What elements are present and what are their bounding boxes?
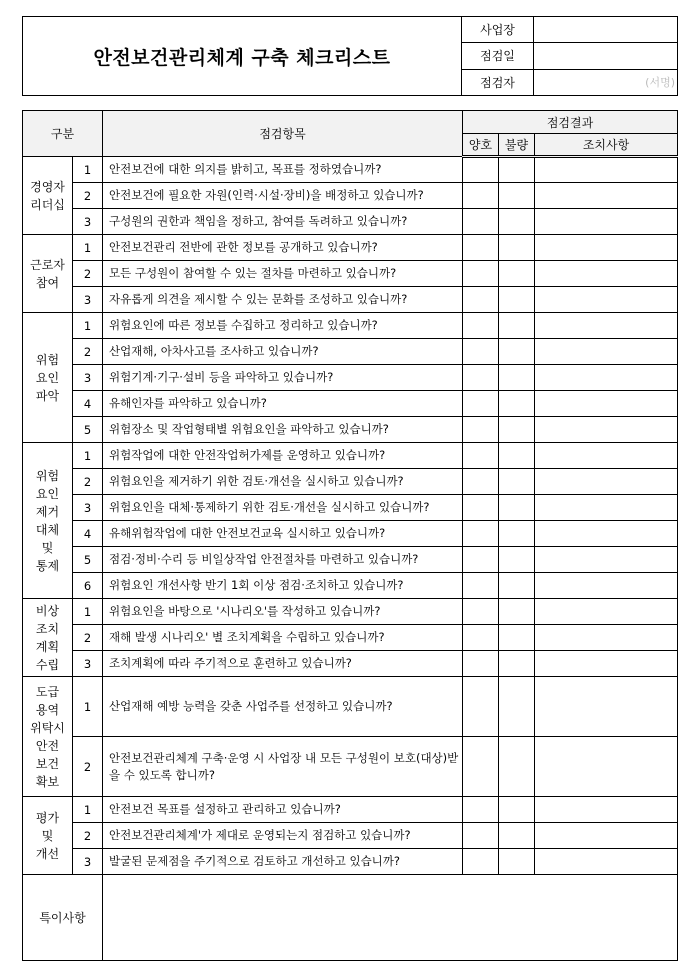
table-row [23,677,678,737]
result-good-cell[interactable] [463,737,499,797]
action-cell[interactable] [535,625,678,651]
action-cell[interactable] [535,677,678,737]
result-good-cell[interactable] [463,849,499,875]
item-number: 2 [73,183,103,209]
result-good-cell[interactable] [463,339,499,365]
table-row [23,495,678,521]
table-row [23,625,678,651]
item-number: 3 [73,495,103,521]
checklist-header [22,16,678,96]
check-item: 안전보건관리체계'가 제대로 운영되는지 점검하고 있습니까? [103,823,463,849]
result-good-cell[interactable] [463,261,499,287]
checklist-body [23,157,678,961]
check-item: 산업재해 예방 능력을 갖춘 사업주를 선정하고 있습니까? [103,677,463,737]
table-row [23,157,678,183]
result-good-cell[interactable] [463,651,499,677]
col-good-header: 양호 [463,134,499,157]
result-good-cell[interactable] [463,495,499,521]
category-label: 위험 요인 제거 대체 및 통제 [23,443,73,599]
action-cell[interactable] [535,417,678,443]
check-item: 위험요인을 바탕으로 '시나리오'를 작성하고 있습니까? [103,599,463,625]
item-number: 1 [73,599,103,625]
col-bad-header: 불량 [499,134,535,157]
table-row [23,651,678,677]
item-number: 2 [73,261,103,287]
item-number: 3 [73,287,103,313]
category-label: 도급 용역 위탁시 안전 보건 확보 [23,677,73,797]
action-cell[interactable] [535,599,678,625]
document-title: 안전보건관리체계 구축 체크리스트 [23,17,462,95]
result-good-cell[interactable] [463,443,499,469]
notes-label: 특이사항 [23,875,103,961]
table-row [23,737,678,797]
item-number: 2 [73,469,103,495]
table-row [23,443,678,469]
item-number: 5 [73,547,103,573]
result-bad-cell[interactable] [499,677,535,737]
result-bad-cell[interactable] [499,157,535,183]
check-item: 점검·정비·수리 등 비일상작업 안전절차를 마련하고 있습니까? [103,547,463,573]
item-number: 2 [73,625,103,651]
notes-field[interactable] [103,875,678,961]
checklist-table [22,110,678,961]
result-good-cell[interactable] [463,797,499,823]
inspector-row [462,70,677,95]
result-bad-cell[interactable] [499,235,535,261]
result-bad-cell[interactable] [499,209,535,235]
action-cell[interactable] [535,651,678,677]
item-number: 1 [73,235,103,261]
action-cell[interactable] [535,287,678,313]
table-row [23,547,678,573]
item-number: 3 [73,651,103,677]
check-item: 위험요인을 대체·통제하기 위한 검토·개선을 실시하고 있습니까? [103,495,463,521]
check-item: 산업재해, 아차사고를 조사하고 있습니까? [103,339,463,365]
check-item: 유해인자를 파악하고 있습니까? [103,391,463,417]
table-row [23,235,678,261]
action-cell[interactable] [535,521,678,547]
notes-row [23,875,678,961]
result-bad-cell[interactable] [499,573,535,599]
result-bad-cell[interactable] [499,313,535,339]
action-cell[interactable] [535,547,678,573]
item-number: 1 [73,677,103,737]
category-label: 비상 조치 계획 수립 [23,599,73,677]
result-good-cell[interactable] [463,209,499,235]
category-label: 평가 및 개선 [23,797,73,875]
result-good-cell[interactable] [463,365,499,391]
table-row [23,183,678,209]
result-good-cell[interactable] [463,183,499,209]
result-bad-cell[interactable] [499,287,535,313]
result-bad-cell[interactable] [499,797,535,823]
result-bad-cell[interactable] [499,417,535,443]
result-bad-cell[interactable] [499,391,535,417]
check-item: 위험기계·기구·설비 등을 파악하고 있습니까? [103,365,463,391]
action-cell[interactable] [535,443,678,469]
item-number: 3 [73,365,103,391]
result-good-cell[interactable] [463,313,499,339]
inspection-date-label: 점검일 [462,43,534,68]
workplace-label: 사업장 [462,17,534,42]
result-bad-cell[interactable] [499,443,535,469]
result-bad-cell[interactable] [499,521,535,547]
action-cell[interactable] [535,797,678,823]
check-item: 위험요인을 제거하기 위한 검토·개선을 실시하고 있습니까? [103,469,463,495]
table-row [23,391,678,417]
result-good-cell[interactable] [463,391,499,417]
inspection-date-row [462,43,677,69]
item-number: 2 [73,737,103,797]
item-number: 1 [73,797,103,823]
action-cell[interactable] [535,365,678,391]
table-row [23,287,678,313]
action-cell[interactable] [535,157,678,183]
result-good-cell[interactable] [463,823,499,849]
check-item: 모든 구성원이 참여할 수 있는 절차를 마련하고 있습니까? [103,261,463,287]
result-bad-cell[interactable] [499,651,535,677]
action-cell[interactable] [535,261,678,287]
table-row [23,365,678,391]
inspection-date-field[interactable] [534,43,677,68]
check-item: 안전보건 목표를 설정하고 관리하고 있습니까? [103,797,463,823]
table-row [23,261,678,287]
table-row [23,313,678,339]
result-bad-cell[interactable] [499,469,535,495]
check-item: 자유롭게 의견을 제시할 수 있는 문화를 조성하고 있습니까? [103,287,463,313]
result-good-cell[interactable] [463,573,499,599]
check-item: 위험요인 개선사항 반기 1회 이상 점검·조치하고 있습니까? [103,573,463,599]
action-cell[interactable] [535,573,678,599]
item-number: 5 [73,417,103,443]
category-label: 경영자 리더십 [23,157,73,235]
item-number: 4 [73,391,103,417]
result-good-cell[interactable] [463,157,499,183]
result-good-cell[interactable] [463,547,499,573]
result-bad-cell[interactable] [499,183,535,209]
workplace-row [462,17,677,43]
inspector-label: 점검자 [462,70,534,95]
action-cell[interactable] [535,339,678,365]
check-item: 안전보건에 필요한 자원(인력·시설·장비)을 배정하고 있습니까? [103,183,463,209]
item-number: 2 [73,339,103,365]
result-bad-cell[interactable] [499,599,535,625]
action-cell[interactable] [535,849,678,875]
action-cell[interactable] [535,823,678,849]
result-bad-cell[interactable] [499,495,535,521]
result-bad-cell[interactable] [499,737,535,797]
table-row [23,823,678,849]
table-row [23,849,678,875]
result-good-cell[interactable] [463,417,499,443]
workplace-field[interactable] [534,17,677,42]
action-cell[interactable] [535,183,678,209]
item-number: 2 [73,823,103,849]
action-cell[interactable] [535,313,678,339]
category-label: 근로자 참여 [23,235,73,313]
table-row [23,469,678,495]
result-good-cell[interactable] [463,625,499,651]
action-cell[interactable] [535,737,678,797]
table-row [23,521,678,547]
table-row [23,417,678,443]
header-meta [462,17,677,95]
action-cell[interactable] [535,209,678,235]
action-cell[interactable] [535,469,678,495]
check-item: 안전보건관리체계 구축·운영 시 사업장 내 모든 구성원이 보호(대상)받을 수 있도록 합니까? [103,737,463,797]
check-item: 안전보건관리 전반에 관한 정보를 공개하고 있습니까? [103,235,463,261]
result-bad-cell[interactable] [499,365,535,391]
check-item: 위험요인에 따른 정보를 수집하고 정리하고 있습니까? [103,313,463,339]
col-category-header: 구분 [23,111,103,157]
check-item: 위험장소 및 작업형태별 위험요인을 파악하고 있습니까? [103,417,463,443]
inspector-signature-field[interactable]: (서명) [645,76,675,90]
item-number: 3 [73,849,103,875]
check-item: 안전보건에 대한 의지를 밝히고, 목표를 정하였습니까? [103,157,463,183]
action-cell[interactable] [535,495,678,521]
check-item: 재해 발생 시나리오' 별 조치계획을 수립하고 있습니까? [103,625,463,651]
table-row [23,599,678,625]
result-bad-cell[interactable] [499,339,535,365]
item-number: 6 [73,573,103,599]
check-item: 위험작업에 대한 안전작업허가제를 운영하고 있습니까? [103,443,463,469]
item-number: 1 [73,313,103,339]
result-good-cell[interactable] [463,469,499,495]
action-cell[interactable] [535,391,678,417]
category-label: 위험 요인 파악 [23,313,73,443]
result-bad-cell[interactable] [499,625,535,651]
result-bad-cell[interactable] [499,261,535,287]
col-result-header: 점검결과 [463,111,678,134]
table-row [23,797,678,823]
result-good-cell[interactable] [463,521,499,547]
check-item: 구성원의 권한과 책임을 정하고, 참여를 독려하고 있습니까? [103,209,463,235]
item-number: 3 [73,209,103,235]
result-good-cell[interactable] [463,287,499,313]
result-bad-cell[interactable] [499,849,535,875]
item-number: 1 [73,157,103,183]
item-number: 1 [73,443,103,469]
table-row [23,339,678,365]
result-good-cell[interactable] [463,235,499,261]
action-cell[interactable] [535,235,678,261]
table-row [23,209,678,235]
check-item: 조치계획에 따라 주기적으로 훈련하고 있습니까? [103,651,463,677]
result-bad-cell[interactable] [499,547,535,573]
col-action-header: 조치사항 [535,134,678,157]
check-item: 유해위험작업에 대한 안전보건교육 실시하고 있습니까? [103,521,463,547]
result-good-cell[interactable] [463,677,499,737]
table-row [23,573,678,599]
item-number: 4 [73,521,103,547]
result-good-cell[interactable] [463,599,499,625]
col-item-header: 점검항목 [103,111,463,157]
check-item: 발굴된 문제점을 주기적으로 검토하고 개선하고 있습니까? [103,849,463,875]
result-bad-cell[interactable] [499,823,535,849]
